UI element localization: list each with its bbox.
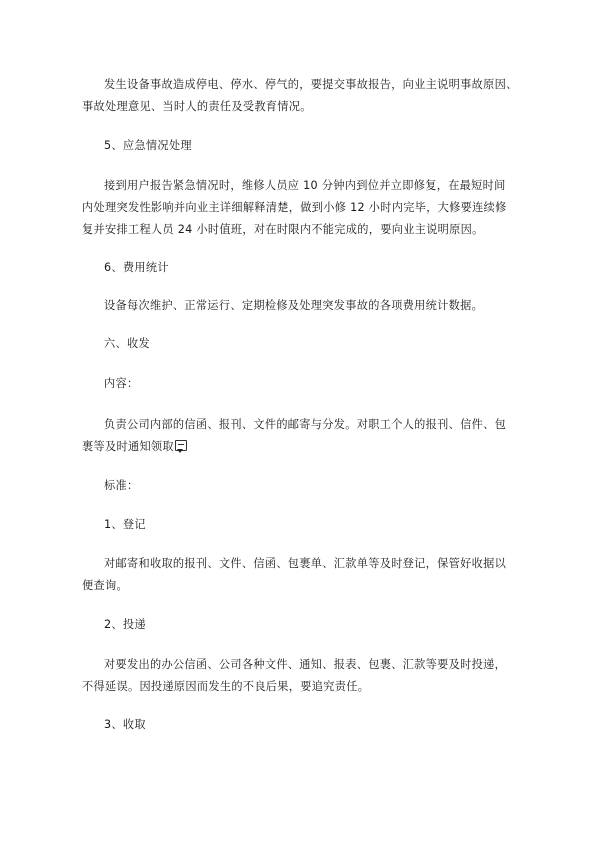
text-line: 对要发出的办公信函、公司各种文件、通知、报表、包裹、汇款等要及时投递， (104, 658, 507, 671)
text-line: 发生设备事故造成停电、停水、停气的，要提交事故报告，向业主说明事故原因、 (104, 78, 518, 91)
text-line: 接到用户报告紧急情况时，维修人员应 10 分钟内到位并立即修复，在最短时间 (104, 179, 506, 192)
paragraph-mail-duties (82, 414, 522, 458)
text-line: 内处理突发性影响并向业主详细解释清楚，做到小修 12 小时内完毕，大修要连续修 (82, 201, 507, 214)
paragraph-equipment-accident (82, 74, 522, 118)
text-line (82, 436, 522, 458)
dropdown-arrow-icon[interactable] (177, 449, 183, 453)
text-fragment: 裹等及时通知领取 (82, 440, 174, 453)
heading-deliver: 2、投递 (104, 618, 146, 631)
text-line: 对邮寄和收取的报刊、文件、信函、包裹单、汇款单等及时登记，保管好收据以 (104, 557, 507, 570)
paragraph-emergency (82, 175, 522, 241)
heading-cost-statistics: 6、费用统计 (104, 261, 169, 274)
label-standard: 标准： (104, 479, 139, 492)
heading-receive: 3、收取 (104, 718, 146, 731)
text-line: 便查询。 (82, 579, 128, 592)
paragraph-deliver (82, 654, 522, 698)
heading-emergency-handling: 5、应急情况处理 (104, 139, 192, 152)
text-line: 负责公司内部的信函、报刊、文件的邮寄与分发。对职工个人的报刊、信件、包 (104, 418, 507, 431)
text-line: 设备每次维护、正常运行、定期检修及处理突发事故的各项费用统计数据。 (104, 299, 484, 312)
text-line: 不得延误。因投递原因而发生的不良后果，要追究责任。 (82, 680, 370, 693)
text-line: 复并安排工程人员 24 小时值班，对在时限内不能完成的，要向业主说明原因。 (82, 223, 484, 236)
heading-section-six: 六、收发 (104, 337, 150, 350)
heading-register: 1、登记 (104, 518, 146, 531)
paragraph-cost (82, 295, 522, 317)
paragraph-register (82, 553, 522, 597)
text-line: 事故处理意见、当时人的责任及受教育情况。 (82, 100, 312, 113)
label-content: 内容： (104, 377, 139, 390)
